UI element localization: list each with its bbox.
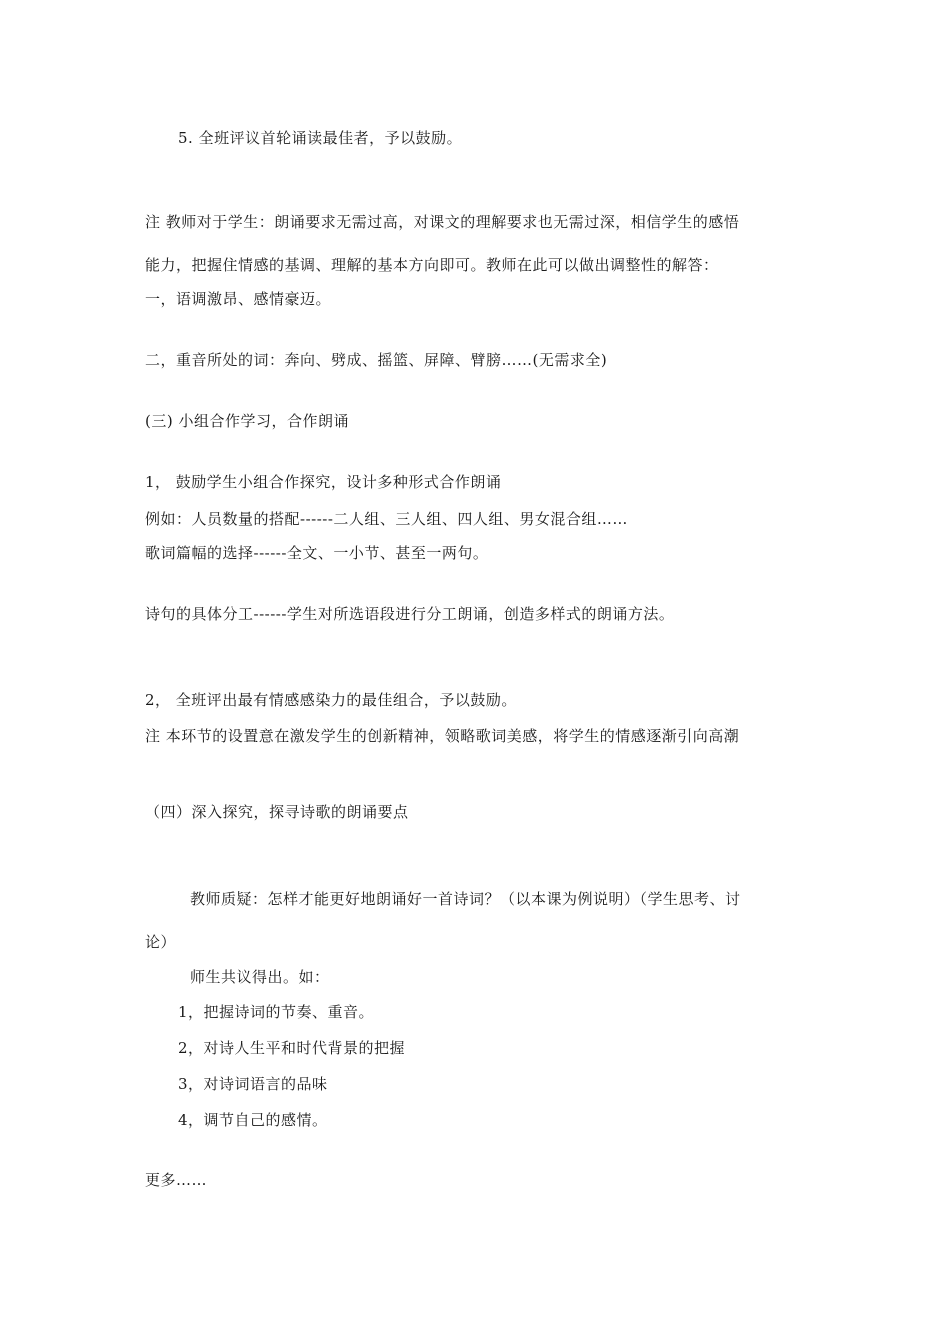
section-heading-3: (三) 小组合作学习，合作朗诵 xyxy=(145,412,349,430)
text-line-14: 教师质疑：怎样才能更好地朗诵好一首诗词？（以本课为例说明）（学生思考、讨 xyxy=(190,890,741,908)
text-line-11: 2， 全班评出最有情感感染力的最佳组合，予以鼓励。 xyxy=(145,691,517,709)
text-line-2: 注 教师对于学生：朗诵要求无需过高，对课文的理解要求也无需过深，相信学生的感悟 xyxy=(145,213,740,231)
text-line-1: 5. 全班评议首轮诵读最佳者，予以鼓励。 xyxy=(178,129,463,147)
list-item-4: 4，调节自己的感情。 xyxy=(178,1111,328,1129)
text-line-8: 例如：人员数量的搭配------二人组、三人组、四人组、男女混合组…… xyxy=(145,510,628,528)
text-line-5: 二，重音所处的词：奔向、劈成、摇篮、屏障、臂膀……(无需求全) xyxy=(145,351,608,369)
text-line-3: 能力，把握住情感的基调、理解的基本方向即可。教师在此可以做出调整性的解答： xyxy=(145,256,719,274)
text-line-15: 论） xyxy=(145,933,177,951)
text-line-16: 师生共议得出。如： xyxy=(190,968,330,986)
list-item-1: 1，把握诗词的节奏、重音。 xyxy=(178,1003,375,1021)
text-line-9: 歌词篇幅的选择------全文、一小节、甚至一两句。 xyxy=(145,544,489,562)
text-line-10: 诗句的具体分工------学生对所选语段进行分工朗诵，创造多样式的朗诵方法。 xyxy=(145,605,675,623)
list-item-3: 3，对诗词语言的品味 xyxy=(178,1075,328,1093)
text-line-12: 注 本环节的设置意在激发学生的创新精神，领略歌词美感，将学生的情感逐渐引向高潮 xyxy=(145,727,740,745)
more-text: 更多…… xyxy=(145,1171,208,1189)
text-line-7: 1， 鼓励学生小组合作探究，设计多种形式合作朗诵 xyxy=(145,473,502,491)
section-heading-4: （四）深入探究，探寻诗歌的朗诵要点 xyxy=(145,803,409,821)
list-item-2: 2，对诗人生平和时代背景的把握 xyxy=(178,1039,406,1057)
text-line-4: 一，语调激昂、感情豪迈。 xyxy=(145,290,332,308)
